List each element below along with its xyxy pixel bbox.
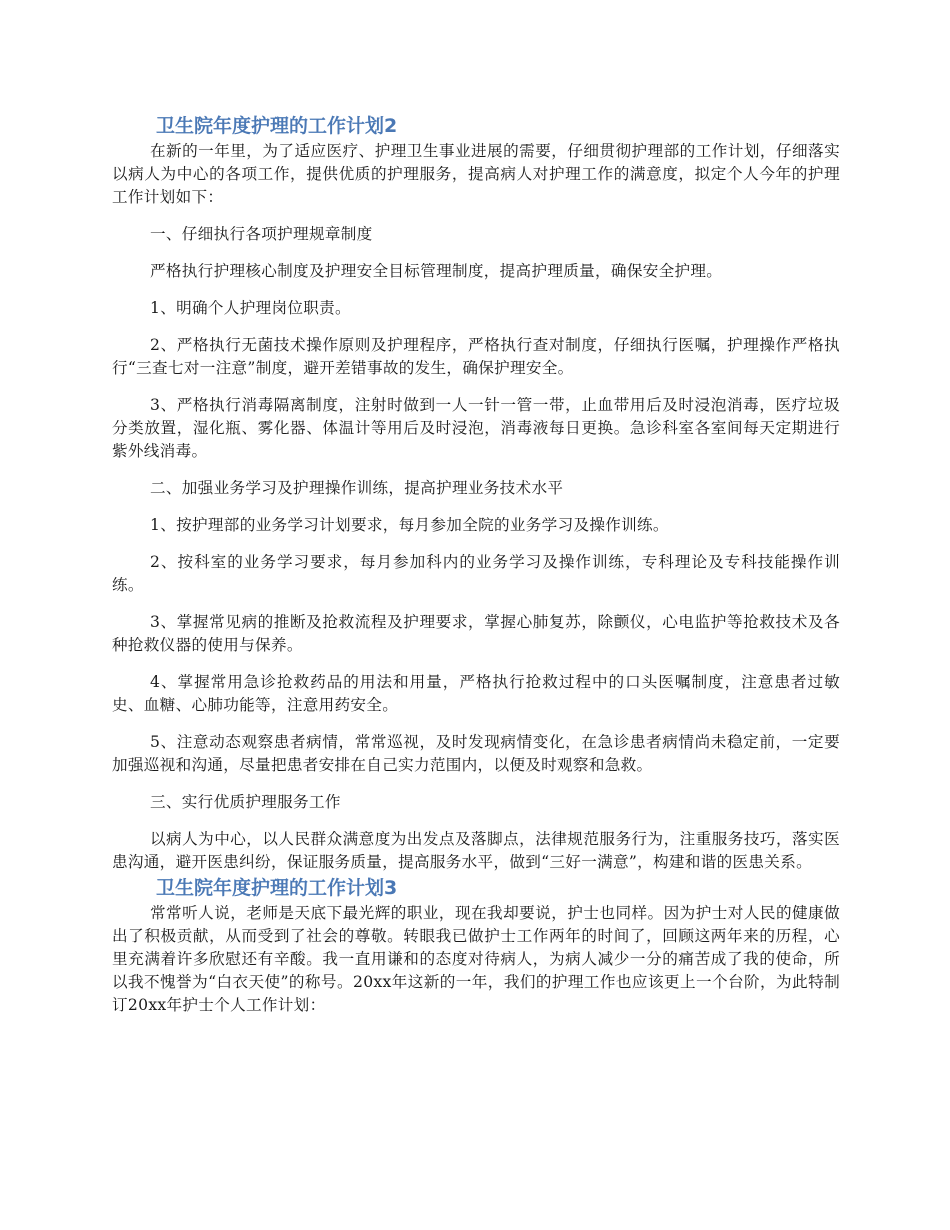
section-body (112, 902, 840, 1017)
list-item: 2、严格执行无菌技术操作原则及护理程序，严格执行查对制度，仔细执行医嘱，护理操作严格执行“三查七对一注意”制度，避开差错事故的发生，确保护理安全。 (112, 336, 840, 377)
paragraph: 严格执行护理核心制度及护理安全目标管理制度，提高护理质量，确保安全护理。 (150, 262, 723, 280)
list-item: 5、注意动态观察患者病情，常常巡视，及时发现病情变化，在急诊患者病情尚未稳定前，一定要加强巡视和沟通，尽量把患者安排在自己实力范围内，以便及时观察和急救。 (112, 733, 840, 774)
section-title: 卫生院年度护理的工作计划3 (156, 877, 398, 899)
section-body (112, 140, 840, 874)
paragraph: 在新的一年里，为了适应医疗、护理卫生事业进展的需要，仔细贯彻护理部的工作计划，仔细落实以病人为中心的各项工作，提供优质的护理服务，提高病人对护理工作的满意度，拟定个人今年的护理工作计划如下： (112, 142, 840, 206)
heading-paragraph: 二、加强业务学习及护理操作训练，提高护理业务技术水平 (150, 479, 564, 497)
section-title: 卫生院年度护理的工作计划2 (156, 115, 398, 137)
paragraph: 以病人为中心，以人民群众满意度为出发点及落脚点，法律规范服务行为，注重服务技巧，落实医患沟通，避开医患纠纷，保证服务质量，提高服务水平，做到“三好一满意”，构建和谐的医患关系。 (112, 830, 840, 871)
paragraph: 常常听人说，老师是天底下最光辉的职业，现在我却要说，护士也同样。因为护士对人民的健康做出了积极贡献，从而受到了社会的尊敬。转眼我已做护士工作两年的时间了，回顾这两年来的历程，心里充满着许多欣慰还有辛酸。我一直用谦和的态度对待病人，为病人减少一分的痛苦成了我的使命，所以我不愧誉为“白衣天使”的称号。20xx年这新的一年，我们的护理工作也应该更上一个台阶，为此特制订20xx年护士个人工作计划： (112, 904, 840, 1014)
document-page (112, 112, 840, 1017)
list-item: 2、按科室的业务学习要求，每月参加科内的业务学习及操作训练，专科理论及专科技能操作训练。 (112, 553, 840, 594)
heading-paragraph: 三、实行优质护理服务工作 (150, 793, 341, 811)
heading-paragraph: 一、仔细执行各项护理规章制度 (150, 225, 373, 243)
list-item: 4、掌握常用急诊抢救药品的用法和用量，严格执行抢救过程中的口头医嘱制度，注意患者过敏史、血糖、心肺功能等，注意用药安全。 (112, 673, 840, 714)
list-item: 3、严格执行消毒隔离制度，注射时做到一人一针一管一带，止血带用后及时浸泡消毒，医疗垃圾分类放置，湿化瓶、雾化器、体温计等用后及时浸泡，消毒液每日更换。急诊科室各室间每天定期进行紫外线消毒。 (112, 396, 840, 460)
list-item: 1、按护理部的业务学习计划要求，每月参加全院的业务学习及操作训练。 (150, 516, 669, 534)
list-item: 3、掌握常见病的推断及抢救流程及护理要求，掌握心肺复苏，除颤仪，心电监护等抢救技术及各种抢救仪器的使用与保养。 (112, 613, 840, 654)
list-item: 1、明确个人护理岗位职责。 (150, 299, 351, 317)
